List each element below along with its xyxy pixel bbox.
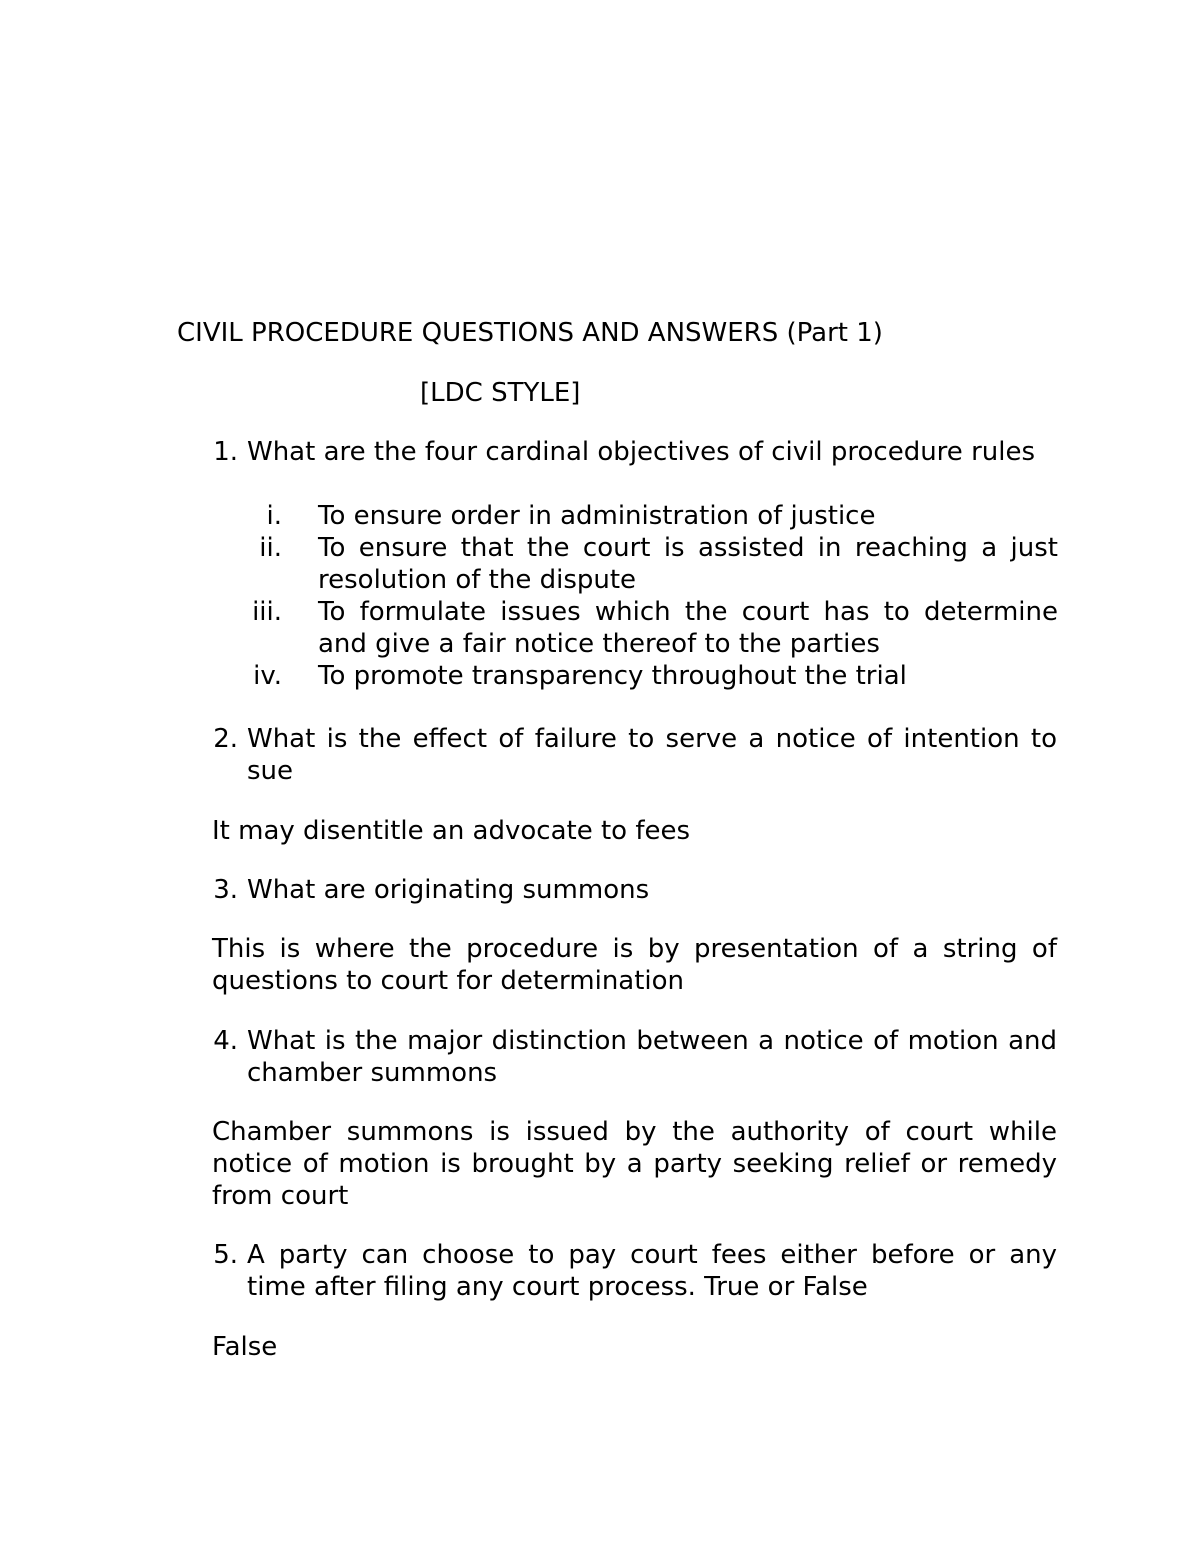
question-3-text: What are originating summons <box>247 875 650 905</box>
question-5-text: A party can choose to pay court fees either before or any time after filing any court process. True or False <box>247 1240 1057 1302</box>
q1-item-1-text: To ensure order in administration of justice <box>318 501 876 531</box>
question-3-number: 3. <box>213 875 238 905</box>
question-1-number: 1. <box>213 437 238 467</box>
document-subtitle: [LDC STYLE] <box>420 378 581 408</box>
q1-item-1-marker: i. <box>266 501 282 531</box>
answer-3: This is where the procedure is by presentation of a string of questions to court for determination <box>212 934 1057 996</box>
q1-item-2-marker: ii. <box>259 533 282 563</box>
question-4-number: 4. <box>213 1026 238 1056</box>
q1-item-4-text: To promote transparency throughout the trial <box>318 661 907 691</box>
question-2-number: 2. <box>213 724 238 754</box>
question-1-text: What are the four cardinal objectives of civil procedure rules <box>247 437 1035 467</box>
answer-5: False <box>212 1332 278 1362</box>
answer-4: Chamber summons is issued by the authority of court while notice of motion is brought by a party seeking relief or remedy from court <box>212 1117 1057 1211</box>
q1-item-3-marker: iii. <box>252 597 282 627</box>
q1-item-3-text: To formulate issues which the court has to determine and give a fair notice thereof to the parties <box>318 597 1058 659</box>
q1-item-2-text: To ensure that the court is assisted in reaching a just resolution of the dispute <box>318 533 1058 595</box>
question-2-text: What is the effect of failure to serve a notice of intention to sue <box>247 724 1057 786</box>
document-title: CIVIL PROCEDURE QUESTIONS AND ANSWERS (Part 1) <box>177 318 883 348</box>
question-4-text: What is the major distinction between a notice of motion and chamber summons <box>247 1026 1057 1088</box>
answer-2: It may disentitle an advocate to fees <box>212 816 691 846</box>
question-5-number: 5. <box>213 1240 238 1270</box>
q1-item-4-marker: iv. <box>253 661 282 691</box>
